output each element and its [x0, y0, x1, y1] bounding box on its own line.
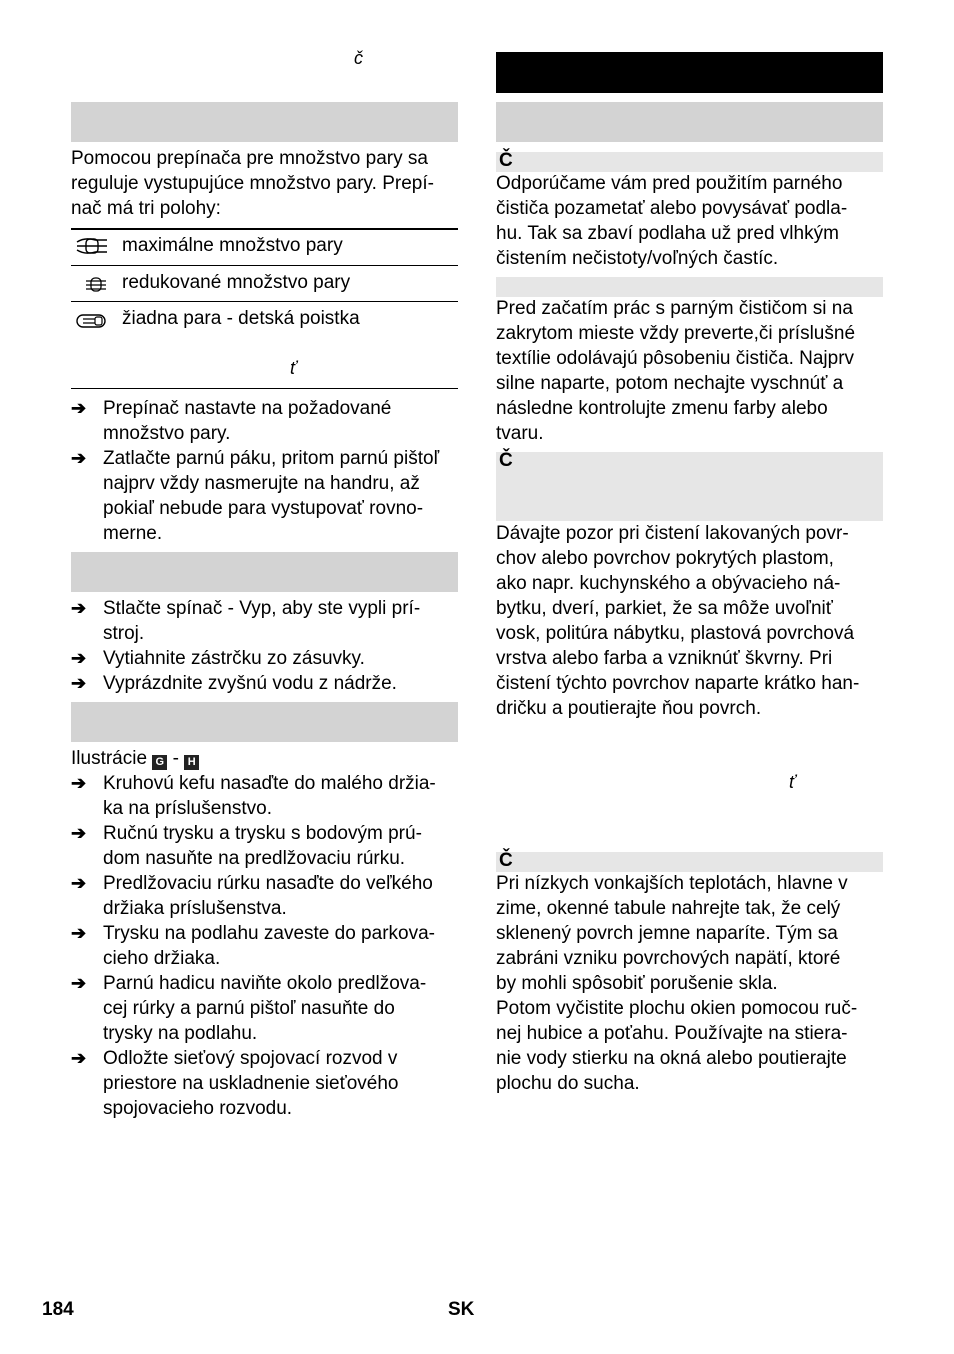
arrow-icon: ➔ [71, 448, 87, 468]
steam-option-label: redukované množstvo pary [122, 272, 351, 293]
arrow-icon: ➔ [71, 598, 87, 618]
steam-reduced-icon [84, 273, 110, 295]
arrow-icon: ➔ [71, 923, 87, 943]
intro-paragraph: Pomocou prepínača pre množstvo pary sa reguluje vystupujúce množstvo pary. Prepí- nač má tri polohy: [71, 148, 434, 219]
paragraph: Dávajte pozor pri čistení lakovaných povr- chov alebo povrchov pokrytých plastom, ako napr. kuchynského a obývacieho ná- bytku, dverí, parkiet, že sa môže uvoľniť vosk, politúra nábytku, plastová povrchová vrstva alebo farba a vzniknúť škvrny. Pri čistení týchto povrchov naparte krátko han- dričku a poutierajte ňou povrch. [496, 523, 860, 719]
paragraph: Odporúčame vám pred použitím parného čističa pozametať alebo povysávať podla- hu. Tak sa zbaví podlaha už pred vlhkým čistením nečistoty/voľných častíc. [496, 173, 848, 269]
subheading-bar [496, 852, 883, 872]
arrow-icon: ➔ [71, 773, 87, 793]
table-rule [71, 228, 458, 230]
section-heading-bar [71, 702, 458, 742]
arrow-icon: ➔ [71, 1048, 87, 1068]
subsection-rule [71, 388, 458, 389]
steam-option-label: maximálne množstvo pary [122, 235, 343, 256]
figure-h-label: H [184, 755, 199, 770]
arrow-icon: ➔ [71, 398, 87, 418]
child-lock-icon [75, 310, 109, 332]
subheading-marker: Č [499, 450, 513, 471]
arrow-icon: ➔ [71, 648, 87, 668]
arrow-icon: ➔ [71, 823, 87, 843]
subheading-marker: Č [499, 850, 513, 871]
subsection-char: ť [290, 358, 297, 378]
figure-g-label: G [152, 755, 167, 770]
table-rule [71, 301, 458, 302]
steam-max-icon [73, 233, 111, 259]
arrow-icon: ➔ [71, 973, 87, 993]
subheading-bar [496, 277, 883, 297]
arrow-icon: ➔ [71, 673, 87, 693]
section-heading-bar [71, 102, 458, 142]
section-heading-bar [496, 102, 883, 142]
language-code: SK [448, 1299, 475, 1320]
header-char: č [354, 48, 363, 68]
steam-option-label: žiadna para - detská poistka [122, 308, 360, 329]
paragraph: Pred začatím prác s parným čističom si na zakrytom mieste vždy preverte,či príslušné textílie odolávajú pôsobeniu čističa. Najprv silne naparte, potom nechajte vyschnúť a následne kontrolujte zmenu farby alebo tvaru. [496, 298, 856, 444]
subheading-marker: Č [499, 150, 513, 171]
section-heading-bar [71, 552, 458, 592]
page-number: 184 [42, 1299, 74, 1320]
subheading-bar [496, 152, 883, 172]
paragraph: Pri nízkych vonkajších teplotách, hlavne v zime, okenné tabule nahrejte tak, že celý sklenený povrch jemne naparíte. Tým sa zabráni vzniku povrchových napätí, ktoré by mohli spôsobiť porušenie skla. Potom vyčistite plochu okien pomocou ruč- nej hubice a poťahu. Používajte na stiera- nie vody stierku na okná alebo poutierajte plochu do sucha. [496, 873, 858, 1094]
chapter-title-bar [496, 52, 883, 93]
subsection-char: ť [789, 772, 796, 792]
illustration-reference: Ilustrácie G - H [71, 746, 199, 771]
subheading-bar [496, 452, 883, 521]
arrow-icon: ➔ [71, 873, 87, 893]
table-rule [71, 265, 458, 266]
